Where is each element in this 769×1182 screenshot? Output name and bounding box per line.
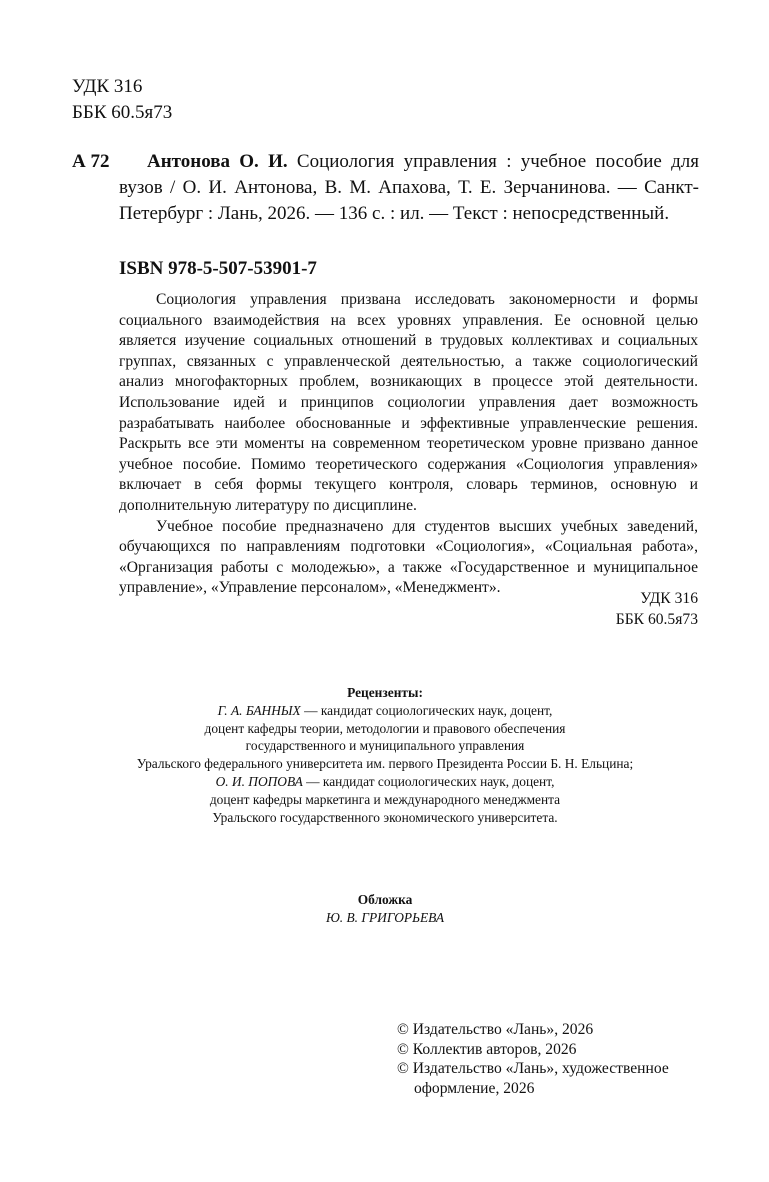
abstract — [119, 290, 698, 599]
classification-bottom — [540, 589, 698, 630]
isbn: ISBN 978-5-507-53901-7 — [119, 258, 317, 279]
reviewer-1-university: Уральского федерального университета им. первого Президента России Б. Н. Ельцина; — [136, 756, 634, 772]
author-sign: А 72 — [72, 151, 110, 172]
bbk-code: ББК 60.5я73 — [72, 102, 173, 123]
reviewer-2-university: Уральского государственного экономического университета. — [212, 809, 558, 825]
cover-credit — [100, 891, 670, 927]
reviewers-block — [100, 684, 670, 826]
abstract-paragraph-1: Социология управления призвана исследовать закономерности и формы социального взаимодействия на всех уровнях управления. Ее основной целью является изучение социальных отношений в трудовых коллективах и социальных группах, связанных с управленческой деятельностью, а также социологический анализ многофакторных проблем, возникающих в процессе этой деятельности. Использование идей и принципов социологии управления дает возможность разрабатывать наиболее обоснованные и эффективные управленческие решения. Раскрыть все эти моменты на современном теоретическом уровне призвано данное учебное пособие. Помимо теоретического содержания «Социология управления» включает в себя формы текущего контроля, словарь терминов, основную и дополнительную литературу по дисциплине. — [119, 291, 698, 514]
reviewer-1-title: — кандидат социологических наук, доцент, — [300, 702, 553, 718]
reviewer-1 — [100, 702, 670, 720]
udk-code: УДК 316 — [72, 76, 143, 97]
classification-top — [72, 74, 172, 126]
authors: Антонова О. И. — [147, 151, 288, 172]
copyright-block — [397, 1020, 697, 1098]
reviewer-2-name: О. И. ПОПОВА — [215, 773, 303, 789]
reviewer-2 — [100, 773, 670, 791]
copyright-line-3: © Издательство «Лань», художественное — [397, 1060, 669, 1078]
copyright-line-4: оформление, 2026 — [414, 1079, 535, 1097]
cover-heading: Обложка — [357, 892, 413, 907]
abstract-paragraph-2: Учебное пособие предназначено для студентов высших учебных заведений, обучающихся по направлениям подготовки «Социология», «Социальная работа», «Организация работы с молодежью», а также «Государственное и муниципальное управление», «Управление персоналом», «Менеджмент». — [119, 517, 698, 597]
description-text: Социология управления : учебное пособие для вузов / О. И. Антонова, В. М. Апахова, Т. Е. Зерчанинова. — Санкт-Петербург : Лань, 2026. — 136 с. : ил. — Текст : непосредственный. — [119, 151, 700, 224]
reviewers-heading: Рецензенты: — [347, 685, 423, 700]
reviewer-1-position: доцент кафедры теории, методологии и правового обеспечения — [204, 720, 566, 736]
cover-designer: Ю. В. ГРИГОРЬЕВА — [325, 909, 445, 925]
reviewer-1-department: государственного и муниципального управления — [245, 738, 525, 754]
bbk-code-bottom: ББК 60.5я73 — [615, 610, 698, 628]
reviewer-1-name: Г. А. БАННЫХ — [217, 702, 301, 718]
reviewer-2-position: доцент кафедры маркетинга и международного менеджмента — [209, 791, 561, 807]
udk-code-bottom: УДК 316 — [640, 590, 698, 607]
copyright-line-1: © Издательство «Лань», 2026 — [397, 1021, 594, 1038]
copyright-line-2: © Коллектив авторов, 2026 — [397, 1040, 577, 1058]
bibliographic-description — [119, 149, 699, 227]
reviewer-2-title: — кандидат социологических наук, доцент, — [302, 773, 555, 789]
